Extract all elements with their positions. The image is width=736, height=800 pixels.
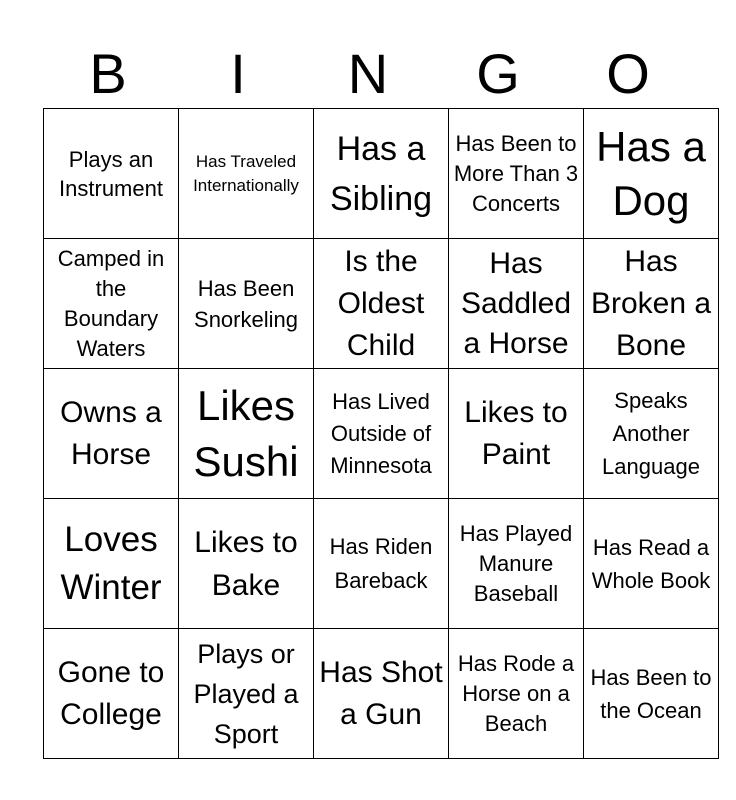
bingo-cell[interactable]: Likes Sushi bbox=[179, 369, 314, 499]
header-letter-g: G bbox=[476, 42, 520, 105]
bingo-cell[interactable]: Is the Oldest Child bbox=[314, 239, 449, 369]
bingo-cell[interactable]: Has Shot a Gun bbox=[314, 629, 449, 759]
bingo-cell[interactable]: Has Saddled a Horse bbox=[449, 239, 584, 369]
bingo-cell[interactable]: Plays or Played a Sport bbox=[179, 629, 314, 759]
bingo-cell[interactable]: Has Riden Bareback bbox=[314, 499, 449, 629]
bingo-board bbox=[43, 108, 719, 759]
header-letter-o: O bbox=[606, 42, 650, 105]
bingo-cell[interactable]: Has Broken a Bone bbox=[584, 239, 719, 369]
bingo-cell[interactable]: Owns a Horse bbox=[44, 369, 179, 499]
board-row bbox=[44, 239, 719, 369]
board-row bbox=[44, 629, 719, 759]
bingo-cell[interactable]: Likes to Bake bbox=[179, 499, 314, 629]
bingo-cell[interactable]: Has Lived Outside of Minnesota bbox=[314, 369, 449, 499]
header-letter-b: B bbox=[89, 42, 127, 105]
bingo-cell[interactable]: Camped in the Boundary Waters bbox=[44, 239, 179, 369]
bingo-cell[interactable]: Has a Dog bbox=[584, 109, 719, 239]
bingo-cell[interactable]: Has Been to the Ocean bbox=[584, 629, 719, 759]
header-letter-i: I bbox=[230, 42, 246, 105]
bingo-cell[interactable]: Speaks Another Language bbox=[584, 369, 719, 499]
header-letter-n: N bbox=[347, 42, 389, 105]
bingo-cell[interactable]: Gone to College bbox=[44, 629, 179, 759]
bingo-cell[interactable]: Likes to Paint bbox=[449, 369, 584, 499]
board-row bbox=[44, 109, 719, 239]
bingo-cell[interactable]: Has Played Manure Baseball bbox=[449, 499, 584, 629]
board-row bbox=[44, 369, 719, 499]
bingo-cell[interactable]: Has Read a Whole Book bbox=[584, 499, 719, 629]
board-row bbox=[44, 499, 719, 629]
bingo-cell[interactable]: Plays an Instrument bbox=[44, 109, 179, 239]
bingo-cell[interactable]: Has Been to More Than 3 Concerts bbox=[449, 109, 584, 239]
bingo-cell[interactable]: Has a Sibling bbox=[314, 109, 449, 239]
bingo-header bbox=[43, 40, 693, 108]
bingo-cell[interactable]: Has Traveled Internationally bbox=[179, 109, 314, 239]
bingo-cell[interactable]: Loves Winter bbox=[44, 499, 179, 629]
bingo-cell[interactable]: Has Rode a Horse on a Beach bbox=[449, 629, 584, 759]
bingo-cell[interactable]: Has Been Snorkeling bbox=[179, 239, 314, 369]
